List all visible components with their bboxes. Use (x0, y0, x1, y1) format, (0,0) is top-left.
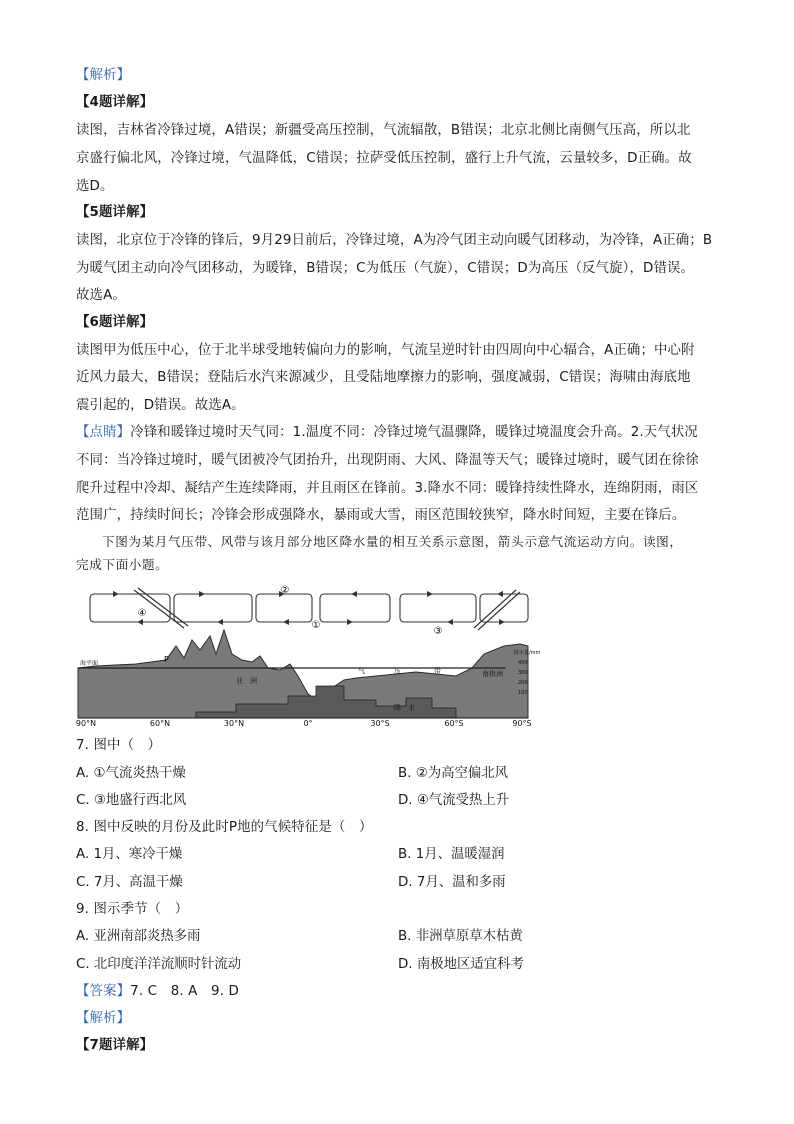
scale-300: 300 (518, 670, 528, 676)
q7-option-d[interactable]: D. ④气流受热上升 (398, 793, 510, 808)
stem-line-1: 下图为某月气压带、风带与该月部分地区降水量的相互关系示意图，箭头示意气流运动方向。读图， (102, 534, 683, 549)
analysis-tag: 【解析】 (76, 68, 131, 83)
belt-label: 带 (434, 667, 441, 675)
tip-text-1: 冷锋和暖锋过境时天气同：1.温度不同：冷锋过境气温骤降，暖锋过境温度会升高。2.天气状况 (130, 425, 698, 440)
q8-option-a[interactable]: A. 1月、寒冷干燥 (76, 847, 183, 862)
tick-30n: 30°N (223, 719, 245, 728)
p-label: P (164, 655, 169, 664)
q4-line-2: 京盛行偏北风，冷锋过境，气温降低，C错误；拉萨受低压控制，盛行上升气流，云量较多，D正确。故 (76, 151, 692, 166)
q7-option-b[interactable]: B. ②为高空偏北风 (398, 766, 509, 781)
answer-tag: 【答案】 (76, 984, 131, 999)
cell-box-ferrel-s (400, 594, 476, 622)
label-circled-1: ① (311, 620, 321, 631)
q5-line-1: 读图，北京位于冷锋的锋后，9月29日前后，冷锋过境，A为冷气团主动向暖气团移动，为冷锋，A正确；B (76, 233, 713, 248)
q8-stem: 8. 图中反映的月份及此时P地的气候特征是（ ） (76, 820, 373, 835)
tick-60n: 60°N (149, 719, 171, 728)
tick-90n: 90°N (75, 719, 97, 728)
q6-line-1: 读图甲为低压中心，位于北半球受地转偏向力的影响，气流呈逆时针由四周向中心辐合，A正确；中心附 (76, 343, 695, 358)
cell-box-hadley-s (320, 594, 390, 622)
q6-line-3: 震引起的，D错误。故选A。 (76, 398, 245, 413)
q8-option-b[interactable]: B. 1月、温暖湿润 (398, 847, 505, 862)
sea-level-label: 海平面 (80, 660, 99, 667)
asia-label: 亚 洲 (236, 677, 257, 685)
tick-90s: 90°S (512, 719, 532, 728)
q9-option-b[interactable]: B. 非洲草原草木枯黄 (398, 929, 523, 944)
tip-line-2: 不同：当冷锋过境时，暖气团被冷气团抬升，出现阴雨、大风、降温等天气；暖锋过境时，暖气团在徐徐 (76, 453, 699, 468)
tip-line-3: 爬升过程中冷却、凝结产生连续降雨，并且雨区在锋前。3.降水不同：暖锋持续性降水，连绵阴雨，雨区 (76, 481, 699, 496)
label-circled-3: ③ (433, 626, 443, 637)
q4-line-3: 选D。 (76, 179, 114, 194)
q7-option-a[interactable]: A. ①气流炎热干燥 (76, 766, 186, 781)
q9-stem: 9. 图示季节（ ） (76, 902, 189, 917)
tip-tag: 【点睛】 (76, 425, 131, 440)
q9-option-a[interactable]: A. 亚洲南部炎热多雨 (76, 929, 201, 944)
scale-400: 400 (518, 660, 528, 666)
q8-option-d[interactable]: D. 7月、温和多雨 (398, 875, 506, 890)
q8-option-c[interactable]: C. 7月、高温干燥 (76, 875, 183, 890)
q7-stem: 7. 图中（ ） (76, 738, 162, 753)
answer-line (76, 982, 736, 1002)
q6-line-2: 近风力最大，B错误；登陆后水汽来源减少，且受陆地摩擦力的影响，强度减弱，C错误；海啸由海底地 (76, 370, 691, 385)
analysis2-tag: 【解析】 (76, 1011, 131, 1026)
front-line-s2 (478, 592, 520, 630)
pressure-label: 气 (358, 667, 365, 675)
q4-line-1: 读图，吉林省冷锋过境，A错误；新疆受高压控制，气流辐散，B错误；北京北侧比南侧气压高，所以北 (76, 123, 691, 138)
cell-box-ferrel-n (174, 594, 252, 622)
precip-unit-label: 降水量/mm (514, 650, 541, 656)
zone-label: 压 (394, 667, 401, 675)
polar-cell (90, 594, 528, 622)
answer-text: 7. C 8. A 9. D (130, 984, 239, 999)
pressure-belt-figure (75, 584, 541, 728)
label-circled-2: ② (280, 585, 290, 596)
q4-heading: 【4题详解】 (76, 95, 154, 110)
scale-200: 200 (518, 680, 528, 686)
q5-line-2: 为暖气团主动向冷气团移动，为暖锋，B错误；C为低压（气旋），C错误；D为高压（反气旋），D错误。 (76, 261, 695, 276)
stem-line-2: 完成下面小题。 (76, 557, 169, 572)
q9-option-d[interactable]: D. 南极地区适宜科考 (398, 957, 524, 972)
tick-60s: 60°S (444, 719, 464, 728)
q6-heading: 【6题详解】 (76, 315, 154, 330)
antarctica-label: 南极洲 (482, 670, 503, 678)
tip-line-4: 范围广，持续时间长；冷锋会形成强降水，暴雨或大雪，雨区范围较狭窄，降水时间短，主要在锋后。 (76, 508, 686, 523)
tick-0: 0° (303, 719, 313, 728)
q5-line-3: 故选A。 (76, 288, 126, 303)
q9-option-c[interactable]: C. 北印度洋洋流顺时针流动 (76, 957, 242, 972)
precip-label: 降 水 (394, 704, 415, 712)
q7-heading: 【7题详解】 (76, 1038, 154, 1053)
q5-heading: 【5题详解】 (76, 205, 154, 220)
tick-30s: 30°S (370, 719, 390, 728)
tip-line-1 (76, 423, 736, 443)
label-circled-4: ④ (137, 608, 147, 619)
cell-box-hadley-n (256, 594, 312, 622)
cell-box-polar-s (480, 594, 528, 622)
scale-100: 100 (518, 690, 528, 696)
q7-option-c[interactable]: C. ③地盛行西北风 (76, 793, 187, 808)
